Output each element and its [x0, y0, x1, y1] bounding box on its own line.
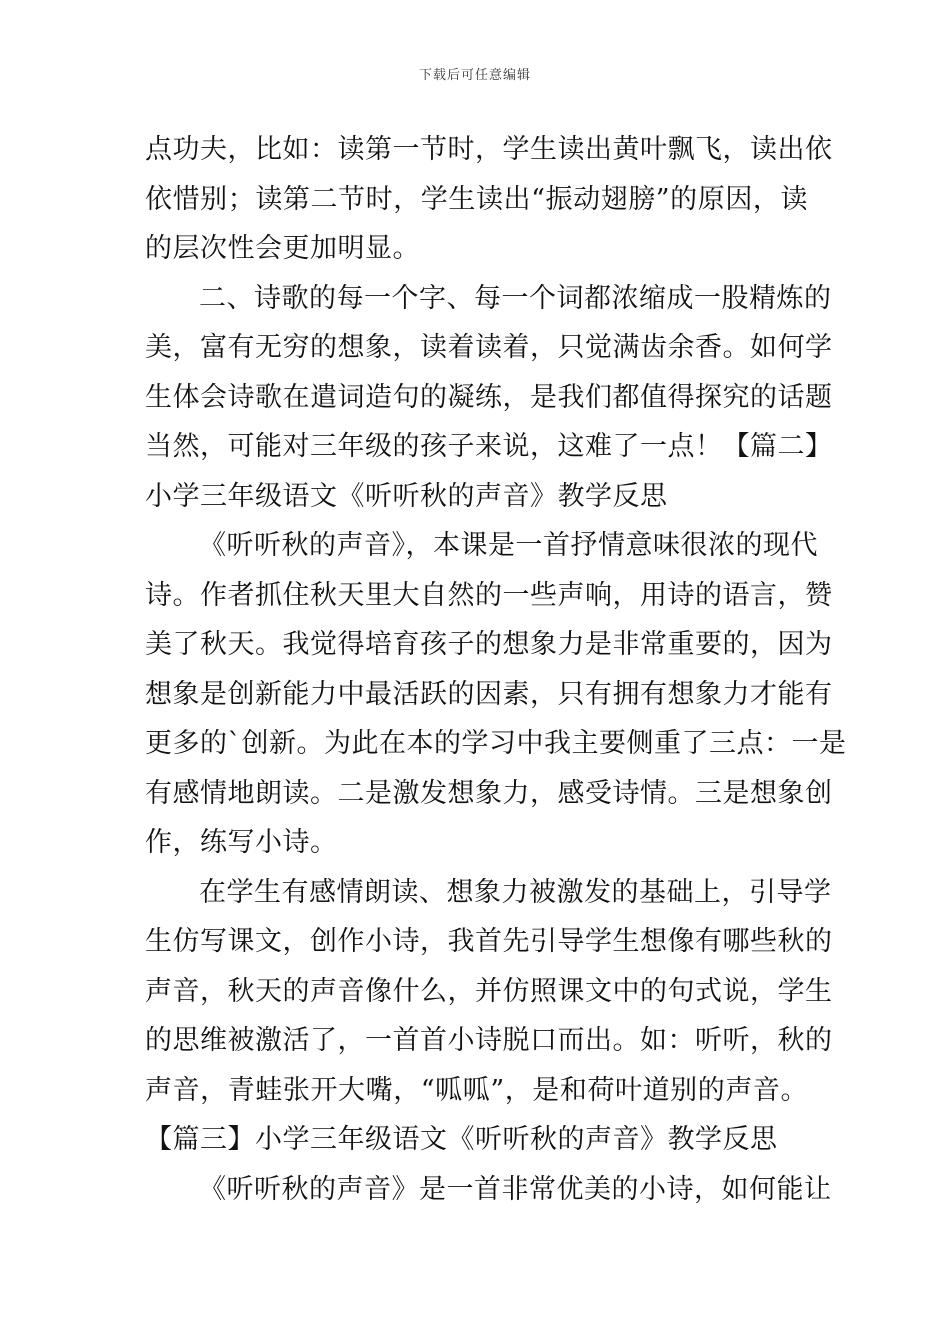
text-line: 在学生有感情朗读、想象力被激发的基础上，引导学: [199, 876, 832, 908]
text-line: 诗。作者抓住秋天里大自然的一些声响，用诗的语言，赞: [145, 579, 833, 611]
text-line: 的思维被激活了，一首首小诗脱口而出。如：听听，秋的: [145, 1025, 833, 1056]
document-body: [145, 125, 847, 1214]
text-line: 《听听秋的声音》，本课是一首抒情意味很浓的现代: [199, 530, 818, 561]
text-line: 想象是创新能力中最活跃的因素，只有拥有想象力才能有: [145, 678, 833, 710]
text-line: 生仿写课文，创作小诗，我首先引导学生想像有哪些秋的: [145, 926, 833, 957]
text-line: 美，富有无穷的想象，读着读着，只觉满齿余香。如何学: [145, 332, 833, 363]
text-line: 更多的`创新。为此在本的学习中我主要侧重了三点：一是: [145, 728, 847, 759]
text-line: 当然，可能对三年级的孩子来说，这难了一点！【篇二】: [145, 431, 833, 462]
text-line: 二、诗歌的每一个字、每一个词都浓缩成一股精炼的: [199, 282, 832, 314]
text-line: 有感情地朗读。二是激发想象力，感受诗情。三是想象创: [145, 777, 833, 809]
text-line: 生体会诗歌在遣词造句的凝练，是我们都值得探究的话题: [145, 381, 833, 413]
text-line: 依惜别；读第二节时，学生读出“振动翅膀”的原因，读: [145, 183, 808, 215]
text-line: 声音，青蛙张开大嘴，“呱呱”，是和荷叶道别的声音。: [145, 1074, 808, 1106]
text-line: 小学三年级语文《听听秋的声音》教学反思: [145, 480, 668, 512]
text-line: 点功夫，比如：读第一节时，学生读出黄叶飘飞，读出依: [145, 134, 833, 165]
text-line: 美了秋天。我觉得培育孩子的想象力是非常重要的，因为: [145, 629, 833, 660]
text-line: 作，练写小诗。: [145, 827, 338, 858]
page-header: 下载后可任意编辑: [418, 68, 531, 83]
text-line: 《听听秋的声音》是一首非常优美的小诗，如何能让: [199, 1173, 832, 1205]
text-line: 的层次性会更加明显。: [145, 233, 420, 264]
text-line: 声音，秋天的声音像什么，并仿照课文中的句式说，学生: [145, 975, 833, 1007]
text-line: 【篇三】小学三年级语文《听听秋的声音》教学反思: [145, 1124, 778, 1155]
